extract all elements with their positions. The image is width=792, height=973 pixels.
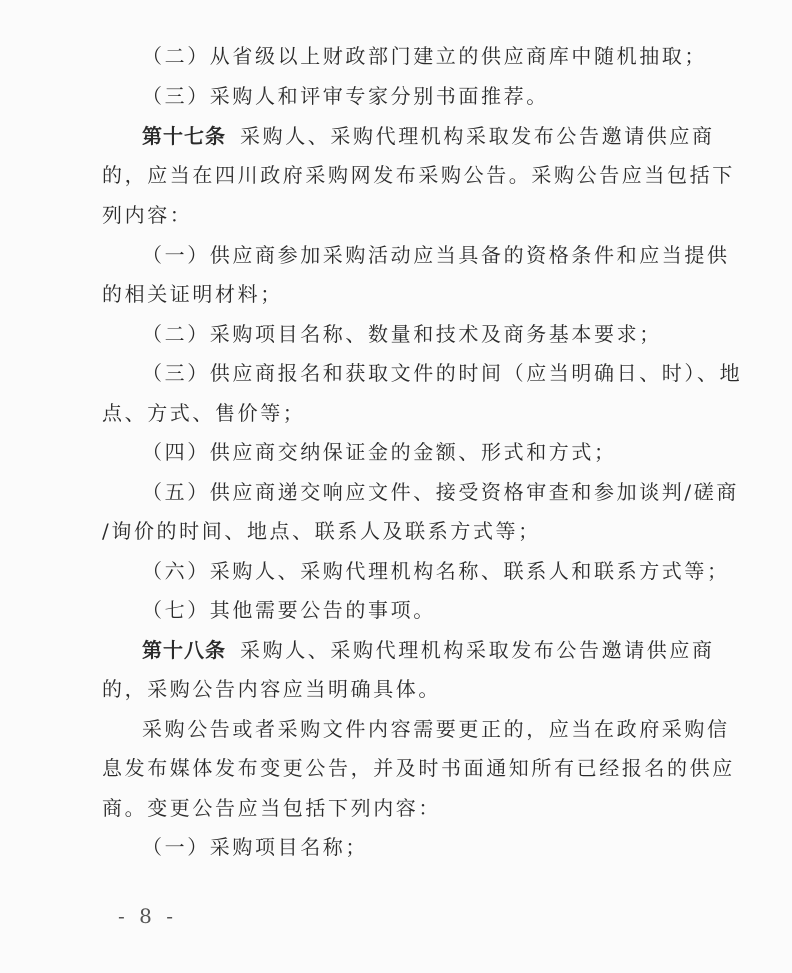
text-line: （一）采购项目名称； (142, 835, 368, 859)
article-heading-line: 第十七条 采购人、采购代理机构采取发布公告邀请供应商 (142, 124, 715, 148)
text-line: 息发布媒体发布变更公告，并及时书面通知所有已经报名的供应 (102, 756, 735, 780)
text-line: （三）供应商报名和获取文件的时间（应当明确日、时）、地 (142, 361, 743, 385)
text-line: 的，采购公告内容应当明确具体。 (102, 677, 441, 701)
text-line: （四）供应商交纳保证金的金额、形式和方式； (142, 440, 617, 464)
text-line: （二）从省级以上财政部门建立的供应商库中随机抽取； (142, 44, 707, 68)
text-line: 点、方式、售价等； (102, 401, 306, 425)
article-number: 第十八条 (142, 638, 226, 662)
text-line: 采购公告或者采购文件内容需要更正的，应当在政府采购信 (142, 717, 730, 741)
text-line: （五）供应商递交响应文件、接受资格审查和参加谈判/磋商 (142, 480, 739, 504)
article-heading-line: 第十八条 采购人、采购代理机构采取发布公告邀请供应商 (142, 638, 715, 662)
text-line: （六）采购人、采购代理机构名称、联系人和联系方式等； (142, 559, 730, 583)
text-line: /询价的时间、地点、联系人及联系方式等； (102, 519, 541, 543)
article-number: 第十七条 (142, 124, 226, 148)
text-line: 的相关证明材料； (102, 282, 283, 306)
text-line: 列内容： (102, 203, 193, 227)
text-line: （三）采购人和评审专家分别书面推荐。 (142, 84, 549, 108)
text-line: （二）采购项目名称、数量和技术及商务基本要求； (142, 322, 662, 346)
text-line: （七）其他需要公告的事项。 (142, 598, 436, 622)
text-line: 的，应当在四川政府采购网发布采购公告。采购公告应当包括下 (102, 163, 735, 187)
text-line: （一）供应商参加采购活动应当具备的资格条件和应当提供 (142, 243, 730, 267)
text-line: 商。变更公告应当包括下列内容： (102, 796, 441, 820)
page-number: - 8 - (118, 904, 177, 928)
